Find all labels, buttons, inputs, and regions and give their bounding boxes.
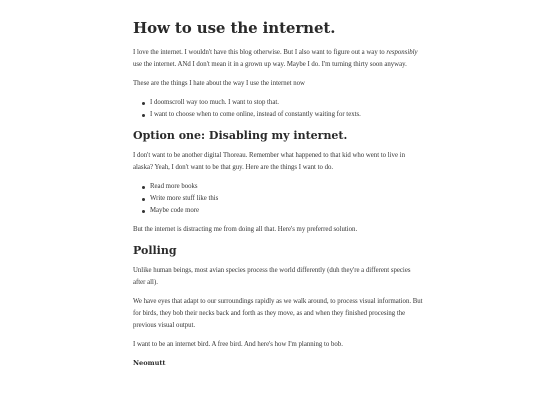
list-item <box>142 181 423 193</box>
bullet-icon <box>142 102 145 105</box>
section-heading-option-one: Option one: Disabling my internet. <box>133 129 348 142</box>
intro-text-2: use the internet. ANd I don't mean it in a grown up way. Maybe I do. I'm turning thirty soon anyway. <box>133 61 407 68</box>
hate-list <box>133 97 423 121</box>
polling-paragraph-1: Unlike human beings, most avian species process the world differently (duh they're a different species after all). <box>133 267 411 286</box>
blog-article <box>133 14 423 368</box>
bullet-icon <box>142 198 145 201</box>
page-title: How to use the internet. <box>133 19 336 37</box>
polling-paragraph-2: We have eyes that adapt to our surroundings rapidly as we walk around, to process visual information. But for birds, they bob their necks back and forth as they move, as and when they finished procesing the previous visual output. <box>133 298 423 329</box>
list-item-text: I want to choose when to come online, instead of constantly waiting for texts. <box>150 111 361 118</box>
todo-list <box>133 181 423 217</box>
option-one-closing: But the internet is distracting me from doing all that. Here's my preferred solution. <box>133 226 358 233</box>
intro-paragraph <box>133 47 423 71</box>
list-item <box>142 193 423 205</box>
intro-text-1: I love the internet. I wouldn't have this blog otherwise. But I also want to figure out a way to <box>133 49 387 56</box>
list-item-text: I doomscroll way too much. I want to stop that. <box>150 99 279 106</box>
list-item <box>142 97 423 109</box>
bullet-icon <box>142 210 145 213</box>
list-item <box>142 109 423 121</box>
subsection-heading-neomutt: Neomutt <box>133 359 166 367</box>
section-heading-polling: Polling <box>133 244 177 257</box>
option-one-paragraph: I don't want to be another digital Thoreau. Remember what happened to that kid who went to live in alaska? Yeah, I don't want to be that guy. Here are the things I want to do. <box>133 152 405 171</box>
hate-intro-paragraph: These are the things I hate about the way I use the internet now <box>133 80 305 87</box>
list-item-text: Read more books <box>150 183 198 190</box>
list-item-text: Maybe code more <box>150 207 200 214</box>
intro-emphasis: responsibly <box>386 49 418 56</box>
bullet-icon <box>142 114 145 117</box>
list-item-text: Write more stuff like this <box>150 195 219 202</box>
bullet-icon <box>142 186 145 189</box>
list-item <box>142 205 423 217</box>
polling-paragraph-3: I want to be an internet bird. A free bird. And here's how I'm planning to bob. <box>133 341 343 348</box>
